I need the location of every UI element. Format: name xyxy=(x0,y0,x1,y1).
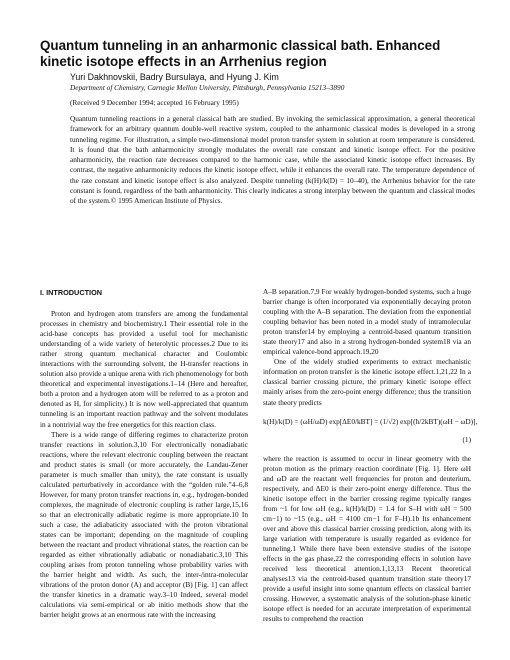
left-column xyxy=(40,287,248,620)
equation-number: (1) xyxy=(462,434,471,444)
article-title: Quantum tunneling in an anharmonic classical bath. Enhanced kinetic isotope effects in an Arrhenius region xyxy=(40,38,441,69)
abstract: Quantum tunneling reactions in a general classical bath are studied. By invoking the semiclassical approximation, a general theoretical framework for an arbitrary quantum double-well reactive system, coupled to the anharmonic classical modes is developed in a strong tunneling regime. For illustration, a simple two-dimensional model proton transfer system in solution at room temperature is considered. It is found that the bath anharmonicity strongly modulates the overall rate constant and kinetic isotope effect. For the positive anharmonicity, the reaction rate decreases compared to the harmonic case, while the associated kinetic isotope effect increases. By contrast, the negative anharmonicity reduces the kinetic isotope effect, while it enhances the overall rate. The temperature dependence of the rate constant and kinetic isotope effect is also analyzed. Despite tunneling (k(H)/k(D) = 10–40), the Arrhenius behavior for the rate constant is found, regardless of the bath anharmonicity. This clearly indicates a strong interplay between the quantum and classical modes of the system.© 1995 American Institute of Physics. xyxy=(70,114,475,206)
body-paragraph: where the reaction is assumed to occur in linear geometry with the proton motion as the primary reaction coordinate [Fig. 1]. Here ωH and ωD are the reactant well frequencies for proton and deuterium, respectively, and ΔE0 is their zero-point energy difference. Thus the kinetic isotope effect in the barrier crossing regime typically ranges from ~1 for low ωH (e.g., k(H)/k(D) = 1.4 for S–H with ωH = 500 cm−1) to ~15 (e.g., ωH = 4100 cm−1 for F–H).1b Its enhancement over and above this classical barrier crossing prediction, along with its large variation with temperature is usually regarded as evidence for tunneling.1 While there have been extensive studies of the isotope effects in the gas phase,22 the corresponding effects in solution have received less theoretical attention.1,13,13 Recent theoretical analyses13 via the centroid-based quantum transition state theory17 provide a useful insight into some quantum effects on classical barrier crossing. However, a systematic analysis of the solution-phase kinetic isotope effect is needed for an accurate interpretation of experimental results to comprehend the reaction xyxy=(263,453,471,624)
author-list: Yuri Dakhnovskii, Badry Bursulaya, and Hyung J. Kim xyxy=(70,72,279,82)
affiliation: Department of Chemistry, Carnegie Mellon University, Pittsburgh, Pennsylvania 15213–3890 xyxy=(70,83,345,92)
body-paragraph: Proton and hydrogen atom transfers are among the fundamental processes in chemistry and biochemistry.1 Their essential role in the acid-base concepts has provided a useful tool for mechanistic understanding of a wide variety of heterolytic processes.2 Due to its rather strong quantum mechanical character and Coulombic interactions with the surrounding solvent, the H-transfer reactions in solution also provide a unique arena with rich phenomenology for both theoretical and experimental investigations.1–14 (Here and hereafter, both a proton and a hydrogen atom will be referred to as a proton and denoted as H, for simplicity.) It is now well-appreciated that quantum tunneling is an important reaction pathway and the solvent modulates in a nontrivial way the free energetics for this reaction class. xyxy=(40,309,248,429)
section-heading: I. INTRODUCTION xyxy=(40,288,103,297)
body-paragraph: There is a wide range of differing regimes to characterize proton transfer reactions in solution.3,10 For electronically nonadiabatic reactions, where the relevant electronic coupling between the reactant and product states is small (or more accurately, the Landau-Zener parameter is much smaller than unity), the rate constant is usually calculated perturbatively in accordance with the “golden rule.”4–6,8 However, for many proton transfer reactions in, e.g., hydrogen-bonded complexes, the magnitude of electronic coupling is rather large,15,16 so that an electronically adiabatic regime is more appropriate.10 In such a case, the adiabaticity associated with the proton vibrational states can be important; depending on the magnitude of coupling between the reactant and product vibrational states, the reaction can be regarded as either vibrationally adiabatic or nonadiabatic.3,10 This coupling arises from proton tunneling whose probability varies with the barrier height and width. As such, the inter-/intra-molecular vibrations of the proton donor (A) and acceptor (B) [Fig. 1] can affect the transfer kinetics in a dramatic way.3–10 Indeed, several model calculations via semi-empirical or ab initio methods show that the barrier height grows at an enormous rate with the increasing xyxy=(40,429,248,620)
received-dates: (Received 9 December 1994; accepted 16 February 1995) xyxy=(70,98,239,107)
equation: k(H)/k(D) = (ωH/ωD) exp[ΔE0/kBT] = (1/√2) exp[(ħ/2kBT)(ωH − ωD)], xyxy=(263,416,478,426)
right-column xyxy=(263,287,478,624)
body-paragraph: A–B separation.7,9 For weakly hydrogen-bonded systems, such a huge barrier change is often incorporated via exponentially decaying proton coupling with the A–B separation. The deviation from the exponential coupling behavior has been noted in a model study of intramolecular proton transfer14 by employing a centroid-based quantum transition state theory17 and also in a strong hydrogen-bonded system18 via an empirical valence-bond approach.19,20 xyxy=(263,287,471,357)
body-paragraph: One of the widely studied experiments to extract mechanistic information on proton transfer is the kinetic isotope effect.1,21,22 In a classical barrier crossing picture, the primary kinetic isotope effect mainly arises from the zero-point energy difference; thus the transition state theory predicts xyxy=(263,357,471,407)
equation-block xyxy=(263,411,478,451)
